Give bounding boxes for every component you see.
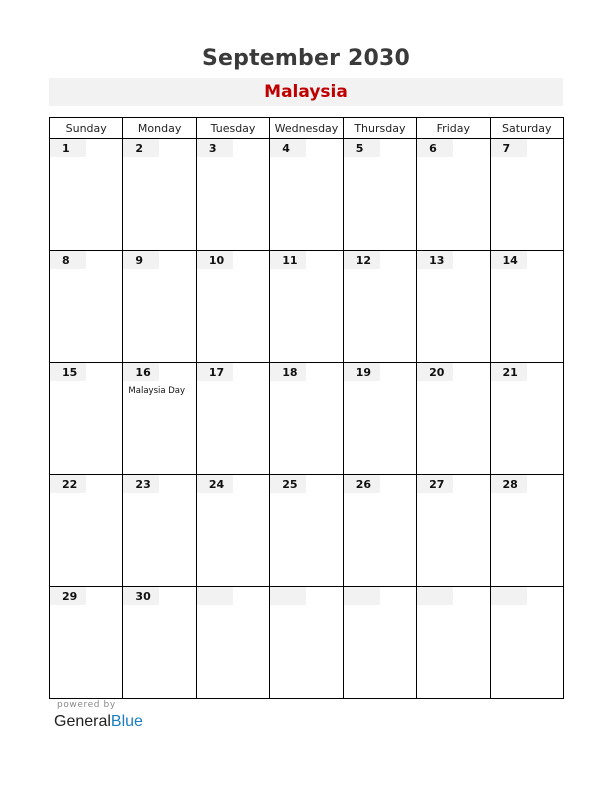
day-number: 12 [344,251,380,269]
day-cell[interactable] [417,363,490,475]
day-number: 9 [123,251,159,269]
weekday-header: Friday [417,118,490,139]
day-number: 27 [417,475,453,493]
brand-part-general: General [54,713,111,730]
day-cell[interactable] [417,251,490,363]
day-cell[interactable] [490,251,563,363]
day-number: 22 [50,475,86,493]
day-cell[interactable] [196,363,269,475]
week-row [50,587,564,699]
day-cell[interactable] [343,475,416,587]
calendar-body [50,139,564,699]
day-cell[interactable] [343,251,416,363]
day-cell[interactable] [417,587,490,699]
day-number: 17 [197,363,233,381]
day-cell[interactable] [50,251,123,363]
brand-part-blue: Blue [110,713,143,730]
day-number: 24 [197,475,233,493]
day-cell[interactable] [417,139,490,251]
day-cell[interactable] [270,587,343,699]
weekday-header: Thursday [343,118,416,139]
day-number: 7 [491,139,527,157]
day-cell[interactable] [490,139,563,251]
weekday-header: Sunday [50,118,123,139]
day-number: 4 [270,139,306,157]
weekday-header: Tuesday [196,118,269,139]
day-number [270,587,306,605]
weekday-header-row [50,118,564,139]
day-number: 11 [270,251,306,269]
day-number: 14 [491,251,527,269]
day-number: 1 [50,139,86,157]
day-number [344,587,380,605]
weekday-header: Monday [123,118,196,139]
day-number: 25 [270,475,306,493]
day-cell[interactable] [50,587,123,699]
day-number: 13 [417,251,453,269]
day-number: 21 [491,363,527,381]
day-number: 16 [123,363,159,381]
day-number [197,587,233,605]
day-number: 18 [270,363,306,381]
day-cell[interactable] [196,587,269,699]
day-number: 28 [491,475,527,493]
day-number [417,587,453,605]
day-number: 6 [417,139,453,157]
week-row [50,475,564,587]
day-cell[interactable] [490,587,563,699]
calendar-title: September 2030 [201,46,411,71]
day-cell[interactable] [123,475,196,587]
generalblue-logo [54,713,143,731]
day-number: 10 [197,251,233,269]
day-cell[interactable] [343,363,416,475]
day-number: 29 [50,587,86,605]
day-cell[interactable] [196,251,269,363]
day-number: 30 [123,587,159,605]
day-number: 2 [123,139,159,157]
day-cell[interactable] [270,251,343,363]
day-cell[interactable] [196,139,269,251]
day-cell[interactable] [123,139,196,251]
day-cell[interactable] [196,475,269,587]
week-row [50,139,564,251]
weekday-header: Wednesday [270,118,343,139]
day-number: 3 [197,139,233,157]
day-cell[interactable] [490,363,563,475]
day-cell[interactable] [123,587,196,699]
country-banner [49,78,563,106]
day-number: 15 [50,363,86,381]
day-cell[interactable] [417,475,490,587]
day-cell[interactable] [270,139,343,251]
week-row [50,363,564,475]
powered-by-label: powered by [57,700,116,710]
day-number: 23 [123,475,159,493]
day-cell[interactable] [343,139,416,251]
day-number: 19 [344,363,380,381]
day-cell[interactable] [50,475,123,587]
holiday-label: Malaysia Day [128,386,186,396]
country-name: Malaysia [264,82,348,102]
day-cell[interactable] [270,475,343,587]
day-number [491,587,527,605]
day-cell[interactable] [343,587,416,699]
day-cell[interactable] [123,363,196,475]
day-cell[interactable] [123,251,196,363]
day-cell[interactable] [50,139,123,251]
day-number: 5 [344,139,380,157]
day-number: 20 [417,363,453,381]
day-number: 8 [50,251,86,269]
day-number: 26 [344,475,380,493]
day-cell[interactable] [490,475,563,587]
month-calendar-grid [49,117,564,699]
day-cell[interactable] [50,363,123,475]
day-cell[interactable] [270,363,343,475]
week-row [50,251,564,363]
weekday-header: Saturday [490,118,563,139]
